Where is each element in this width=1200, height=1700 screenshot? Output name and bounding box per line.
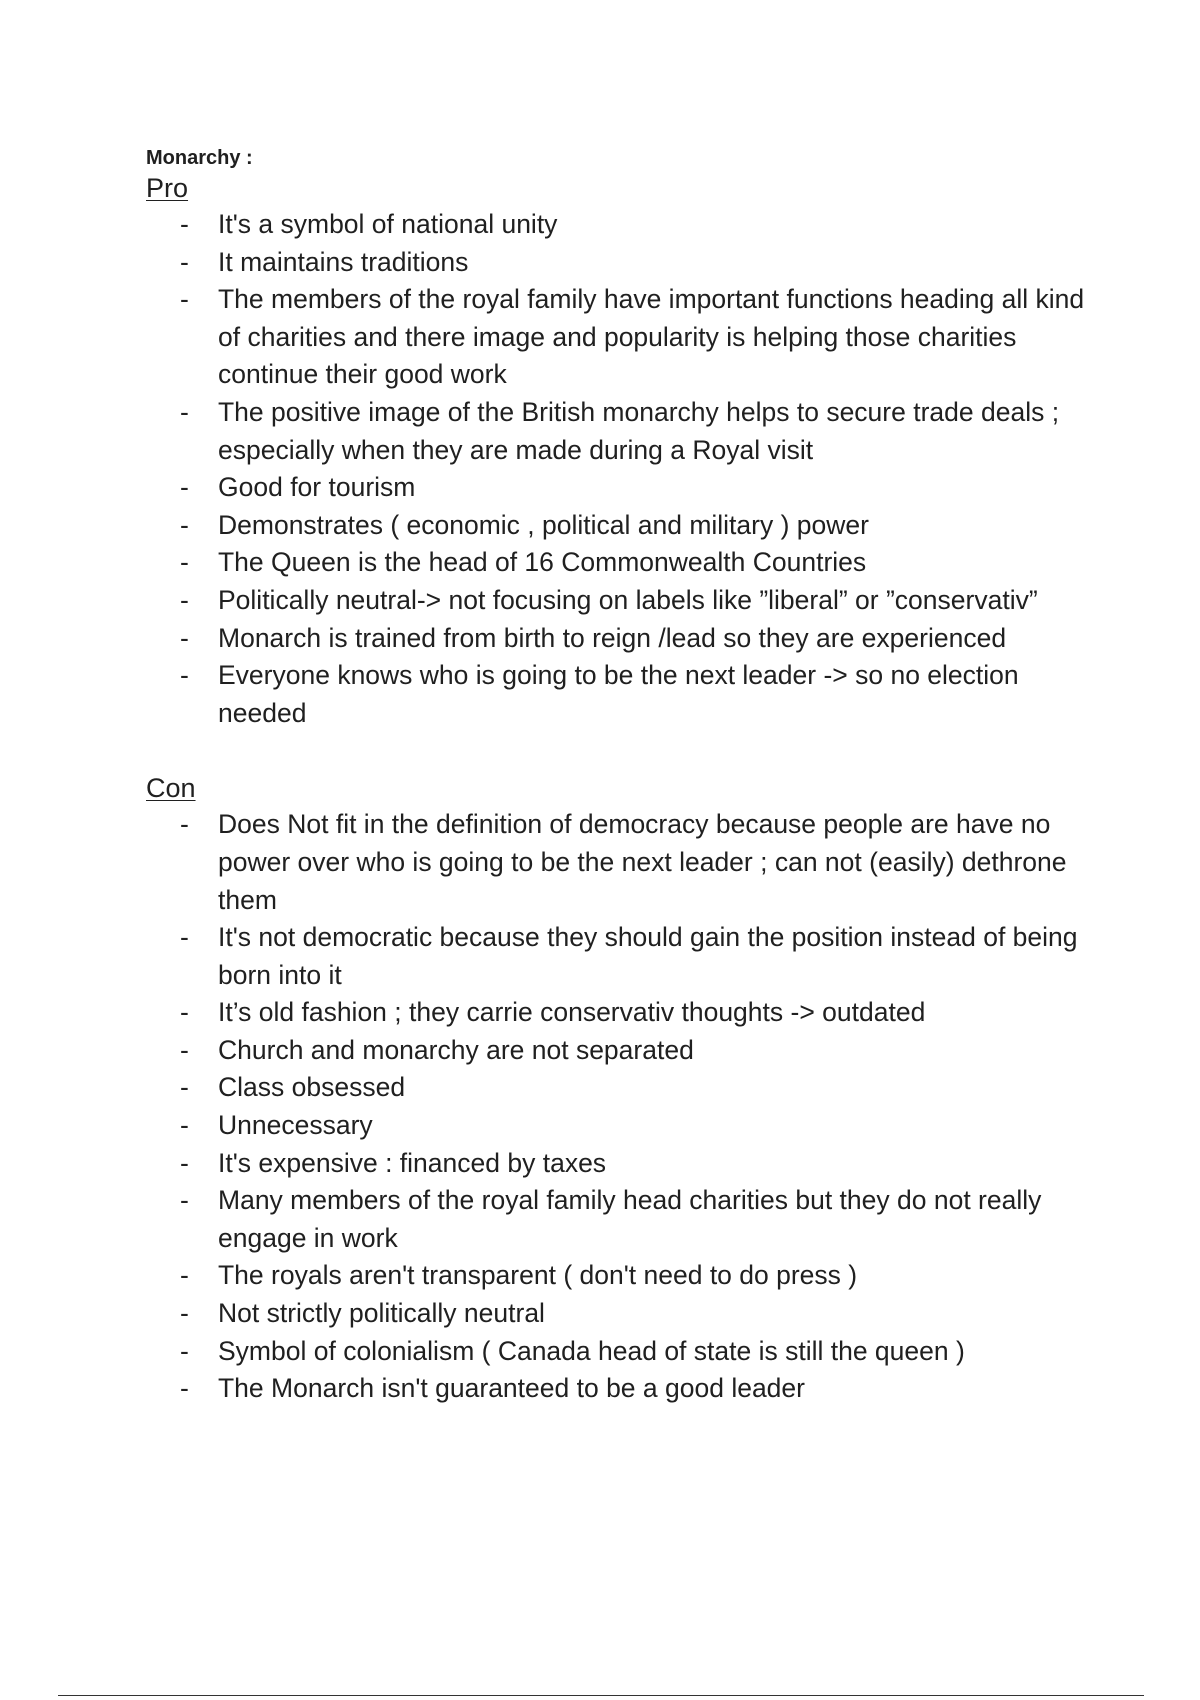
section-heading-pro: Pro xyxy=(146,173,189,203)
list-item xyxy=(146,1257,1098,1295)
bullet-dash: - xyxy=(180,1185,189,1216)
bullet-dash: - xyxy=(180,1298,189,1329)
bullet-dash: - xyxy=(180,246,189,277)
list-item xyxy=(146,394,1098,469)
list-item xyxy=(146,1145,1098,1183)
bullet-dash: - xyxy=(180,1373,189,1404)
list-item xyxy=(146,582,1098,620)
bullet-dash: - xyxy=(180,1072,189,1103)
list-item xyxy=(146,657,1098,732)
list-item-text: Class obsessed xyxy=(218,1072,406,1103)
list-item-text: Many members of the royal family head charities but they do not really engage in work xyxy=(218,1185,1042,1253)
list-item-text: The Monarch isn't guaranteed to be a good leader xyxy=(218,1373,805,1404)
list-item xyxy=(146,919,1098,994)
list-item-text: The royals aren't transparent ( don't need to do press ) xyxy=(218,1260,858,1291)
bullet-dash: - xyxy=(180,209,189,239)
bullet-dash: - xyxy=(180,472,189,503)
bullet-dash: - xyxy=(180,1110,189,1141)
page-bottom-rule xyxy=(58,1695,1144,1696)
list-item xyxy=(146,507,1098,545)
bullet-dash: - xyxy=(180,660,189,691)
con-list xyxy=(146,806,1106,1408)
bullet-dash: - xyxy=(180,809,189,840)
list-item-text: It's not democratic because they should gain the position instead of being born into it xyxy=(218,922,1078,990)
list-item xyxy=(146,244,1098,282)
list-item xyxy=(146,1032,1098,1070)
list-item xyxy=(146,806,1098,919)
document-body xyxy=(146,146,1106,1408)
list-item-text: Not strictly politically neutral xyxy=(218,1298,545,1329)
list-item xyxy=(146,1295,1098,1333)
list-item xyxy=(146,1069,1098,1107)
list-item xyxy=(146,206,1098,244)
list-item-text: It's expensive : financed by taxes xyxy=(218,1147,607,1178)
list-item-text: Does Not fit in the definition of democracy because people are have no power over who is going to be the next leader ; can not (easily) dethrone them xyxy=(218,809,1067,915)
list-item xyxy=(146,1370,1098,1408)
bullet-dash: - xyxy=(180,547,189,578)
list-item-text: The positive image of the British monarchy helps to secure trade deals ; especially when they are made during a Royal visit xyxy=(218,396,1060,465)
list-item xyxy=(146,544,1098,582)
list-item-text: Everyone knows who is going to be the next leader -> so no election needed xyxy=(218,660,1019,728)
section-spacer xyxy=(146,732,1106,770)
section-heading-con: Con xyxy=(146,773,196,804)
list-item-text: The Queen is the head of 16 Commonwealth Countries xyxy=(218,547,867,578)
list-item-text: Good for tourism xyxy=(218,472,416,503)
bullet-dash: - xyxy=(180,622,189,653)
list-item-text: Church and monarchy are not separated xyxy=(218,1034,694,1065)
list-item-text: Monarch is trained from birth to reign /lead so they are experienced xyxy=(218,622,1007,653)
list-item xyxy=(146,1107,1098,1145)
list-item xyxy=(146,994,1098,1032)
list-item-text: Politically neutral-> not focusing on labels like ”liberal” or ”conservativ” xyxy=(218,584,1038,615)
list-item-text: Demonstrates ( economic , political and military ) power xyxy=(218,509,869,540)
bullet-dash: - xyxy=(180,1260,189,1291)
bullet-dash: - xyxy=(180,284,189,315)
list-item xyxy=(146,1333,1098,1371)
list-item-text: It's a symbol of national unity xyxy=(218,209,558,239)
bullet-dash: - xyxy=(180,396,189,427)
bullet-dash: - xyxy=(180,1335,189,1366)
pro-list xyxy=(146,206,1106,732)
list-item-text: The members of the royal family have important functions heading all kind of charities and there image and popularity is helping those charities continue their good work xyxy=(218,284,1085,390)
bullet-dash: - xyxy=(180,584,189,615)
list-item xyxy=(146,620,1098,658)
list-item xyxy=(146,469,1098,507)
bullet-dash: - xyxy=(180,997,189,1028)
list-item xyxy=(146,281,1098,394)
bullet-dash: - xyxy=(180,509,189,540)
document-title: Monarchy : xyxy=(146,147,253,169)
bullet-dash: - xyxy=(180,922,189,953)
bullet-dash: - xyxy=(180,1147,189,1178)
list-item-text: Unnecessary xyxy=(218,1110,373,1141)
list-item-text: Symbol of colonialism ( Canada head of state is still the queen ) xyxy=(218,1335,965,1366)
bullet-dash: - xyxy=(180,1034,189,1065)
list-item xyxy=(146,1182,1098,1257)
list-item-text: It’s old fashion ; they carrie conservativ thoughts -> outdated xyxy=(218,997,926,1028)
list-item-text: It maintains traditions xyxy=(218,246,469,277)
